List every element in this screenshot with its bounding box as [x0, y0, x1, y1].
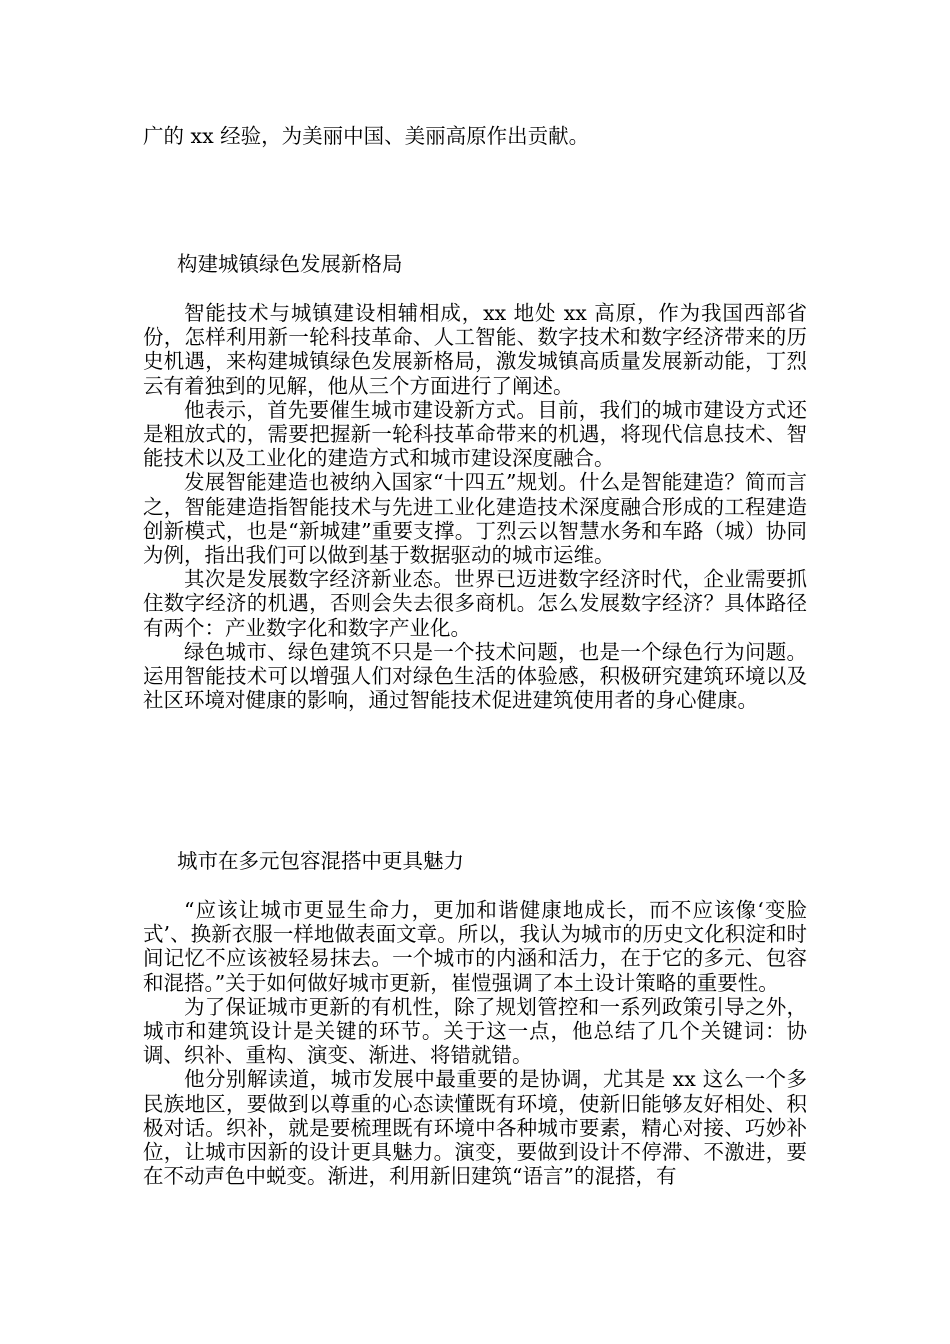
- section-body: [143, 301, 807, 712]
- body-paragraph: 智能技术与城镇建设相辅相成，xx 地处 xx 高原，作为我国西部省份，怎样利用新一轮科技革命、人工智能、数字技术和数字经济带来的历史机遇，来构建城镇绿色发展新格局，激发城镇高质量发展新动能，丁烈云有着独到的见解，他从三个方面进行了阐述。: [143, 301, 807, 398]
- intro-paragraph-tail: 广的 xx 经验，为美丽中国、美丽高原作出贡献。: [143, 124, 590, 148]
- section-heading: 构建城镇绿色发展新格局: [177, 252, 403, 276]
- section-body: [143, 898, 807, 1188]
- body-paragraph: 发展智能建造也被纳入国家“十四五”规划。什么是智能建造？简而言之，智能建造指智能技术与先进工业化建造技术深度融合形成的工程建造创新模式，也是“新城建”重要支撑。丁烈云以智慧水务和车路（城）协同为例，指出我们可以做到基于数据驱动的城市运维。: [143, 470, 807, 568]
- body-paragraph: 为了保证城市更新的有机性，除了规划管控和一系列政策引导之外，城市和建筑设计是关键的环节。关于这一点，他总结了几个关键词：协调、织补、重构、演变、渐进、将错就错。: [143, 994, 807, 1068]
- body-paragraph: 绿色城市、绿色建筑不只是一个技术问题，也是一个绿色行为问题。运用智能技术可以增强人们对绿色生活的体验感，积极研究建筑环境以及社区环境对健康的影响，通过智能技术促进建筑使用者的身心健康。: [143, 639, 807, 713]
- body-paragraph: 其次是发展数字经济新业态。世界已迈进数字经济时代，企业需要抓住数字经济的机遇，否则会失去很多商机。怎么发展数字经济？具体路径有两个：产业数字化和数字产业化。: [143, 567, 807, 640]
- body-paragraph: 他分别解读道，城市发展中最重要的是协调，尤其是 xx 这么一个多民族地区，要做到以尊重的心态读懂既有环境，使新旧能够友好相处、积极对话。织补，就是要梳理既有环境中各种城市要素，精心对接、巧妙补位，让城市因新的设计更具魅力。演变，要做到设计不停滞、不激进，要在不动声色中蜕变。渐进，利用新旧建筑“语言”的混搭，有: [143, 1067, 807, 1189]
- section-heading: 城市在多元包容混搭中更具魅力: [177, 849, 464, 873]
- body-paragraph: “应该让城市更显生命力，更加和谐健康地成长，而不应该像‘变脸式’、换新衣服一样地做表面文章。所以，我认为城市的历史文化积淀和时间记忆不应该被轻易抹去。一个城市的内涵和活力，在于它的多元、包容和混搭。”关于如何做好城市更新，崔愷强调了本土设计策略的重要性。: [143, 898, 807, 995]
- body-paragraph: 他表示，首先要催生城市建设新方式。目前，我们的城市建设方式还是粗放式的，需要把握新一轮科技革命带来的机遇，将现代信息技术、智能技术以及工业化的建造方式和城市建设深度融合。: [143, 397, 807, 471]
